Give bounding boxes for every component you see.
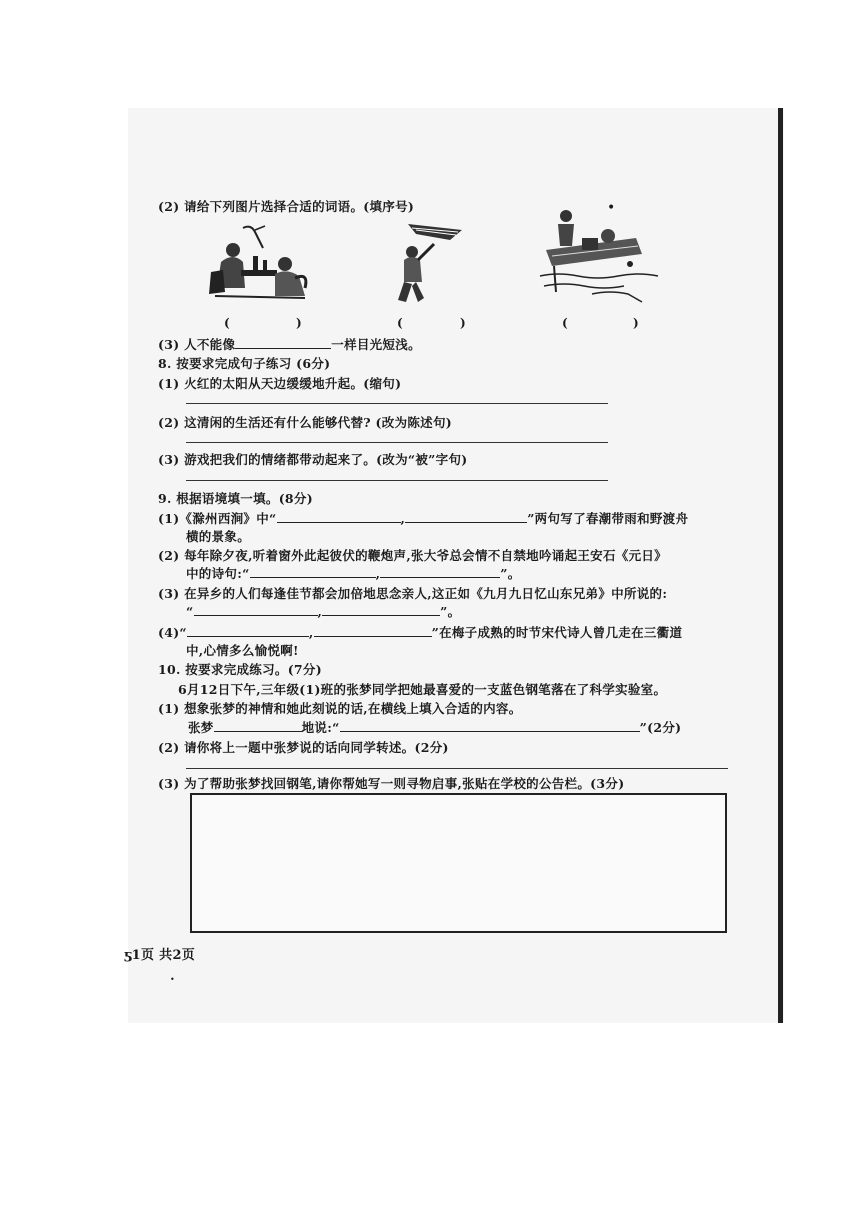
q9-part2-comma: , — [375, 566, 381, 581]
lost-notice-answer-box[interactable] — [190, 793, 727, 933]
q9-part3-comma: , — [317, 604, 323, 619]
q9-part4-blank-1[interactable] — [187, 624, 309, 637]
q9-part4-cont: 中,心情多么愉悦啊! — [186, 643, 299, 658]
q9-part1-cont: 横的景象。 — [186, 529, 251, 544]
q9-part1-suffix: ”两句写了春潮带雨和野渡舟 — [527, 511, 689, 526]
page-footer: ƽ1页 共2页 — [124, 948, 196, 963]
q9-part1-blank-1[interactable] — [277, 510, 401, 523]
q10-part1-end: ”(2分) — [639, 720, 682, 735]
q9-part3-close-quote: ”。 — [440, 604, 461, 619]
picture-people-at-table — [205, 222, 315, 304]
q8-part3: (3) 游戏把我们的情绪都带动起来了。(改为“被”字句) — [158, 452, 468, 467]
q9-part2-blank-2[interactable] — [380, 565, 500, 578]
q10-part3: (3) 为了帮助张梦找回钢笔,请你帮她写一则寻物启事,张贴在学校的公告栏。(3分) — [158, 776, 625, 791]
ink-speck: • — [607, 200, 616, 216]
q8-title: 8. 按要求完成句子练习 (6分) — [158, 356, 331, 371]
picture-boat-on-water — [538, 206, 660, 308]
answer-paren-2-left: ( — [397, 316, 403, 330]
q9-part4 — [158, 623, 682, 641]
q7-part3-blank[interactable] — [235, 336, 331, 349]
q9-title: 9. 根据语境填一填。(8分) — [158, 491, 313, 506]
picture-person-with-sign — [390, 222, 470, 308]
q10-speech-blank[interactable] — [340, 719, 640, 732]
q10-part1-said: 地说:“ — [301, 720, 340, 735]
q9-part2-suffix: ”。 — [500, 566, 521, 581]
q9-part2: (2) 每年除夕夜,听着窗外此起彼伏的鞭炮声,张大爷总会情不自禁地吟诵起王安石《元日》 — [158, 548, 667, 563]
q10-title: 10. 按要求完成练习。(7分) — [158, 662, 322, 677]
q9-part4-prefix: (4)“ — [158, 625, 187, 640]
q9-part1-blank-2[interactable] — [405, 510, 527, 523]
answer-paren-1-right: ) — [296, 316, 302, 330]
q9-part1-comma: , — [400, 511, 406, 526]
answer-paren-2-right: ) — [460, 316, 466, 330]
answer-paren-3-left: ( — [562, 316, 568, 330]
scan-speck: • — [170, 975, 175, 984]
q9-part3-cont — [186, 602, 460, 620]
q9-part3-blank-2[interactable] — [322, 603, 440, 616]
q9-part2-cont — [186, 564, 521, 582]
q10-expression-blank[interactable] — [214, 719, 302, 732]
q9-part3-open-quote: “ — [186, 604, 194, 619]
answer-paren-1-left: ( — [224, 316, 230, 330]
q10-context: 6月12日下午,三年级(1)班的张梦同学把她最喜爱的一支蓝色钢笔落在了科学实验室。 — [178, 682, 667, 697]
q9-part4-blank-2[interactable] — [314, 624, 432, 637]
q10-part2: (2) 请你将上一题中张梦说的话向同学转述。(2分) — [158, 740, 449, 755]
q7-part3-prefix: (3) 人不能像 — [158, 337, 236, 352]
q9-part3-blank-1[interactable] — [194, 603, 318, 616]
q8-part1: (1) 火红的太阳从天边缓缓地升起。(缩句) — [158, 376, 402, 391]
q9-part4-suffix: ”在梅子成熟的时节宋代诗人曾几走在三衢道 — [431, 625, 683, 640]
q8-part1-answer-line[interactable] — [186, 403, 608, 404]
q8-part2: (2) 这清闲的生活还有什么能够代替? (改为陈述句) — [158, 415, 452, 430]
q10-part1-name: 张梦 — [188, 720, 214, 735]
answer-paren-3-right: ) — [633, 316, 639, 330]
q10-part1: (1) 想象张梦的神情和她此刻说的话,在横线上填入合适的内容。 — [158, 701, 522, 716]
scan-edge-shadow — [778, 108, 783, 1023]
q8-part2-answer-line[interactable] — [186, 442, 608, 443]
q9-part1-prefix: (1)《滁州西涧》中“ — [158, 511, 277, 526]
q9-part4-comma: , — [308, 625, 314, 640]
q9-part3: (3) 在异乡的人们每逢佳节都会加倍地思念亲人,这正如《九月九日忆山东兄弟》中所说的: — [158, 586, 668, 601]
q7-part3 — [158, 335, 421, 353]
q7-part3-suffix: 一样目光短浅。 — [331, 337, 421, 352]
q9-part1 — [158, 509, 688, 527]
q7-part2-instruction: (2) 请给下列图片选择合适的词语。(填序号) — [158, 199, 415, 214]
q10-part1-fill — [188, 718, 681, 736]
q9-part2-blank-1[interactable] — [250, 565, 376, 578]
q10-part2-answer-line[interactable] — [186, 768, 728, 769]
q8-part3-answer-line[interactable] — [186, 480, 608, 481]
q9-part2-prefix: 中的诗句:“ — [186, 566, 250, 581]
